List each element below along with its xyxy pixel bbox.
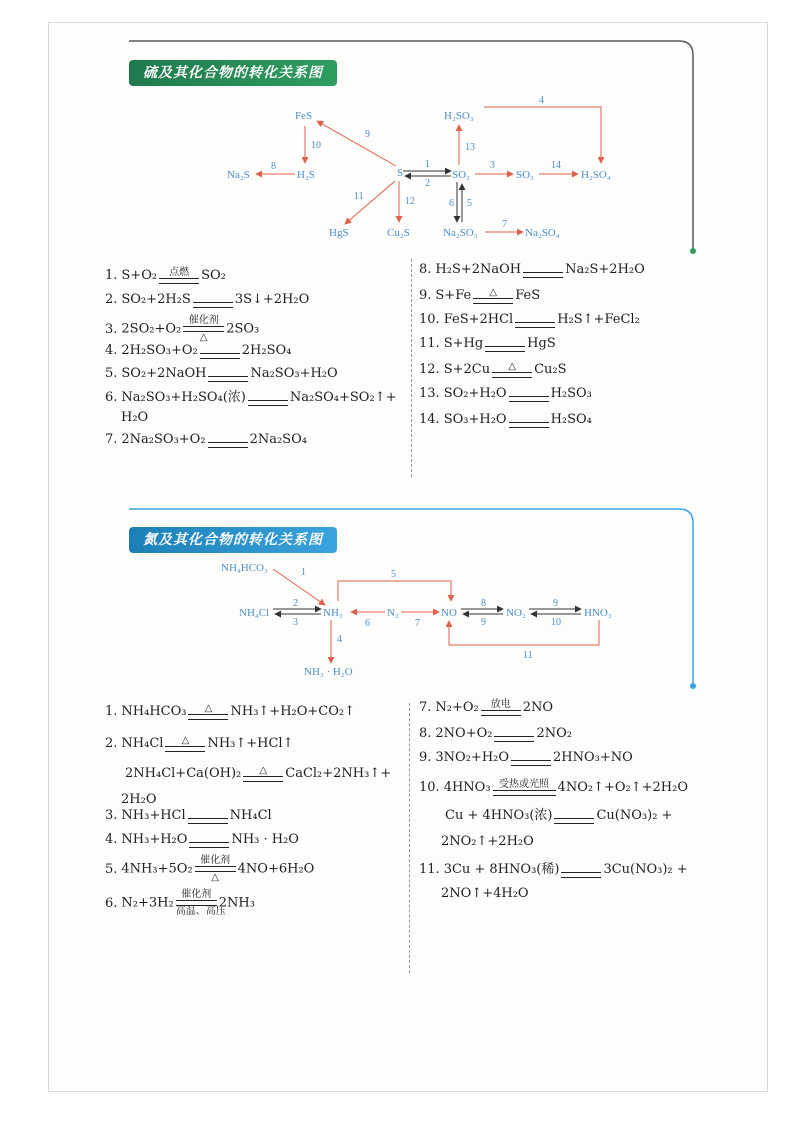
page [48, 22, 768, 1092]
node-SO2: SO₂ [452, 169, 470, 181]
node-S: S [397, 167, 404, 179]
equation-number: 1. [105, 704, 118, 719]
node-NH4Cl: NH₄Cl [239, 607, 270, 619]
nitrogen-equation-10 [419, 749, 633, 766]
edge-label: 9 [365, 129, 370, 140]
nitrogen-equation-6 [105, 855, 314, 883]
equation-products: HgS [527, 336, 556, 351]
equation-reactants: SO₂+2NaOH [121, 366, 207, 381]
edge-label: 10 [311, 140, 321, 151]
nitrogen-equation-8 [419, 699, 553, 716]
reaction-condition [561, 861, 601, 872]
equation-number: 9. [419, 750, 432, 765]
equation-reactants: 2H₂SO₃+O₂ [121, 343, 198, 358]
edge-label: 1 [425, 159, 430, 170]
equation-products: 2NO₂ [536, 726, 572, 741]
edge-label: 7 [415, 618, 420, 629]
equation-reactants: NH₃+H₂O [121, 832, 188, 847]
edge-label: 4 [539, 95, 544, 106]
reaction-condition: △ [204, 703, 213, 714]
node-FeS: FeS [295, 110, 313, 122]
equation-reactants: S+2Cu [443, 362, 491, 377]
reaction-condition: 催化剂 [181, 889, 212, 900]
equation-products: 2NH₃ [218, 895, 255, 911]
reaction-condition: △ [211, 872, 219, 883]
equation-products: 3S↓+2H₂O [234, 292, 310, 307]
equation-products: 2NO [522, 700, 554, 715]
equation-reactants: 2NH₄Cl+Ca(OH)₂ [125, 766, 242, 781]
edge-label: 5 [391, 569, 396, 580]
equation-number: 9. [419, 288, 432, 303]
edge-label: 4 [337, 634, 342, 645]
equation-reactants: SO₂+2H₂S [121, 292, 191, 307]
reaction-condition [511, 749, 551, 760]
equation-reactants: 3NO₂+H₂O [435, 750, 510, 765]
node-HNO3: HNO₃ [584, 607, 612, 619]
node-NH3H2O: NH₃ · H₂O [304, 666, 353, 678]
equation-products: NH₃↑+HCl↑ [207, 736, 294, 751]
reaction-arrow [188, 807, 228, 824]
equation-products: FeS [515, 288, 541, 303]
nitrogen-equation-1 [105, 703, 355, 720]
equation-number: 2. [105, 292, 118, 307]
reaction-condition [494, 725, 534, 736]
equation-products: Na₂SO₃+H₂O [250, 366, 338, 381]
node-NH4HCO3: NH₄HCO₃ [221, 562, 268, 574]
equation-number: 11. [419, 862, 440, 877]
reaction-arrow [561, 861, 601, 878]
equation-reactants: 2NO+O₂ [435, 726, 493, 741]
equation-number: 10. [419, 780, 440, 795]
equation-reactants: 4NH₃+5O₂ [121, 861, 193, 877]
equation-number: 5. [105, 861, 118, 877]
nitrogen-equation-continuation: 2NO₂↑+2H₂O [441, 834, 534, 849]
equation-number: 1. [105, 268, 118, 283]
edge-label: 9 [481, 617, 486, 628]
sulfur-equation-continuation: H₂O [121, 410, 149, 425]
node-N2: N₂ [387, 607, 399, 619]
reaction-arrow [494, 725, 534, 742]
nitrogen-equation-12 [441, 807, 672, 824]
reaction-condition: 放电 [490, 699, 511, 710]
node-NO: NO [441, 607, 457, 619]
edge-label: 1 [301, 567, 306, 578]
equation-reactants: H₂S+2NaOH [435, 262, 522, 277]
equation-number: 2. [105, 736, 118, 751]
reaction-arrow [189, 831, 229, 848]
reaction-condition: 催化剂 [188, 315, 219, 326]
reaction-condition: 点燃 [169, 267, 190, 278]
reaction-arrow [165, 735, 205, 752]
edge-label: 5 [467, 198, 472, 209]
edge-label: 11 [354, 191, 364, 202]
equation-number: 6. [105, 895, 118, 911]
equation-reactants: S+O₂ [121, 268, 158, 283]
nitrogen-arrows [273, 569, 599, 663]
equation-products: 2Na₂SO₄ [249, 432, 307, 447]
edge-label: 2 [293, 598, 298, 609]
equation-number: 4. [105, 343, 118, 358]
equation-products: Na₂S+2H₂O [565, 262, 645, 277]
node-Na2S: Na₂S [227, 169, 250, 181]
equation-number: 12. [419, 362, 440, 377]
reaction-arrow [493, 779, 556, 796]
equation-reactants: FeS+2HCl [443, 312, 514, 327]
equation-products: 4NO₂↑+O₂↑+2H₂O [557, 780, 688, 795]
edge-label: 2 [425, 178, 430, 189]
nitrogen-equation-11 [419, 779, 688, 796]
equation-number: 3. [105, 321, 118, 337]
equation-products: Cu₂S [534, 362, 567, 377]
reaction-condition: 高温、高压 [175, 906, 226, 917]
reaction-arrow [195, 855, 236, 883]
edge-label: 10 [551, 617, 561, 628]
equation-reactants: 2SO₂+O₂ [121, 321, 182, 337]
equation-products: 4NO+6H₂O [237, 861, 315, 877]
sulfur-section-title: 硫及其化合物的转化关系图 [129, 60, 337, 86]
equation-reactants: NH₄HCO₃ [121, 704, 187, 719]
node-Cu2S: Cu₂S [387, 227, 410, 239]
node-Na2SO4: Na₂SO₄ [525, 227, 560, 239]
nitrogen-equation-4 [105, 807, 272, 824]
equation-reactants: SO₂+H₂O [443, 386, 507, 401]
reaction-arrow [511, 749, 551, 766]
edge-label: 6 [365, 618, 370, 629]
reaction-arrow [481, 699, 521, 716]
nitrogen-equation-continuation: 2H₂O [121, 792, 157, 807]
equation-products: H₂SO₄ [550, 412, 592, 427]
equation-products: H₂S↑+FeCl₂ [557, 312, 640, 327]
equation-products: SO₂ [201, 268, 226, 283]
edge-label: 13 [465, 142, 475, 153]
reaction-arrow [175, 889, 226, 917]
equation-reactants: S+Fe [435, 288, 472, 303]
equation-number: 7. [105, 432, 118, 447]
reaction-condition: △ [489, 287, 498, 298]
edge-label: 9 [553, 598, 558, 609]
nitrogen-equation-2 [105, 735, 293, 752]
equation-reactants: Na₂SO₃+H₂SO₄(浓) [121, 390, 246, 405]
node-H2SO3: H₂SO₃ [444, 110, 474, 122]
reaction-condition: △ [199, 332, 208, 343]
equation-products: NH₃ · H₂O [231, 832, 299, 847]
equation-reactants: 3Cu + 8HNO₃(稀) [443, 862, 560, 877]
equation-number: 4. [105, 832, 118, 847]
equation-products: H₂SO₃ [550, 386, 592, 401]
reaction-condition: △ [508, 361, 516, 372]
equation-number: 6. [105, 390, 118, 405]
reaction-condition: 催化剂 [200, 855, 231, 866]
equation-reactants: N₂+O₂ [435, 700, 479, 715]
reaction-arrow [554, 807, 594, 824]
reaction-condition: △ [259, 765, 268, 776]
equation-reactants: 2Na₂SO₃+O₂ [121, 432, 206, 447]
equation-reactants: NH₃+HCl [121, 808, 186, 823]
equation-number: 11. [419, 336, 440, 351]
equation-reactants: S+Hg [443, 336, 484, 351]
edge-label: 8 [271, 161, 276, 172]
equation-reactants: 4HNO₃ [443, 780, 491, 795]
equation-reactants: SO₃+H₂O [443, 412, 507, 427]
node-SO3: SO₃ [516, 169, 534, 181]
column-divider [409, 703, 410, 973]
edge-label: 3 [490, 160, 495, 171]
equation-number: 14. [419, 412, 440, 427]
equation-reactants: N₂+3H₂ [121, 895, 174, 911]
node-HgS: HgS [329, 227, 349, 239]
equation-products: 2HNO₃+NO [553, 750, 633, 765]
nitrogen-equation-3 [121, 765, 391, 782]
equation-number: 5. [105, 366, 118, 381]
reaction-condition [189, 831, 229, 842]
equation-number: 10. [419, 312, 440, 327]
node-Na2SO3: Na₂SO₃ [443, 227, 478, 239]
equation-products: NH₃↑+H₂O+CO₂↑ [230, 704, 355, 719]
nitrogen-diagram [49, 23, 767, 703]
node-NO2: NO₂ [506, 607, 526, 619]
equation-number: 3. [105, 808, 118, 823]
equation-products: 3Cu(NO₃)₂ + [603, 862, 688, 877]
node-H2S: H₂S [297, 169, 315, 181]
reaction-condition: △ [181, 735, 190, 746]
edge-label: 12 [405, 196, 415, 207]
nitrogen-section-title: 氮及其化合物的转化关系图 [129, 527, 337, 553]
node-NH3: NH₃ [323, 607, 343, 619]
reaction-condition [554, 807, 594, 818]
nitrogen-equation-9 [419, 725, 572, 742]
edge-label: 8 [481, 598, 486, 609]
edge-label: 14 [551, 160, 561, 171]
equation-number: 13. [419, 386, 440, 401]
reaction-arrow [243, 765, 283, 782]
equation-products: NH₄Cl [229, 808, 272, 823]
edge-label: 3 [293, 617, 298, 628]
edge-label: 6 [449, 198, 454, 209]
nitrogen-equation-7 [105, 889, 255, 917]
reaction-arrow [188, 703, 228, 720]
equation-number: 7. [419, 700, 432, 715]
equation-products: Na₂SO₄+SO₂↑+ [289, 390, 397, 405]
equation-reactants: NH₄Cl [121, 736, 164, 751]
equation-number: 8. [419, 262, 432, 277]
equation-number: 8. [419, 726, 432, 741]
equation-products: 2SO₃ [226, 321, 260, 337]
nitrogen-equation-13 [419, 861, 688, 878]
equation-products: CaCl₂+2NH₃↑+ [285, 766, 392, 781]
equation-products: Cu(NO₃)₂ + [596, 808, 673, 823]
edge-label: 11 [523, 650, 533, 661]
reaction-condition: 受热或光照 [499, 779, 550, 790]
reaction-condition [188, 807, 228, 818]
nitrogen-equation-5 [105, 831, 299, 848]
equation-reactants: Cu + 4HNO₃(浓) [445, 808, 553, 823]
node-H2SO4: H₂SO₄ [581, 169, 611, 181]
equation-products: 2H₂SO₄ [241, 343, 292, 358]
nitrogen-equation-continuation: 2NO↑+4H₂O [441, 886, 529, 901]
edge-label: 7 [502, 219, 507, 230]
